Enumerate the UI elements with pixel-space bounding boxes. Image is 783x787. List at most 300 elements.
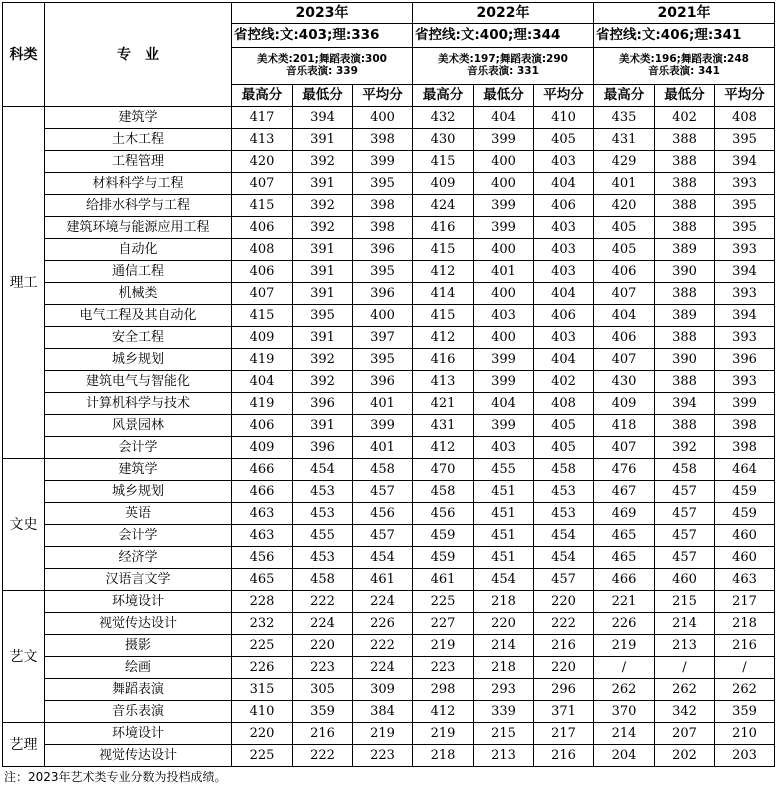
score-cell: 392 [293,217,353,239]
score-cell: 404 [534,283,594,305]
table-row [3,613,775,635]
score-cell: 215 [655,591,715,613]
score-cell: 454 [534,547,594,569]
score-cell: 224 [293,613,353,635]
major-cell: 环境设计 [45,591,232,613]
score-cell: 393 [715,173,775,195]
arts-control-line-2023 [232,48,413,85]
score-cell: 218 [413,745,474,767]
score-cell: 403 [534,261,594,283]
table-row [3,305,775,327]
score-cell: 389 [655,239,715,261]
major-cell: 计算机科学与技术 [45,393,232,415]
score-cell: 219 [413,723,474,745]
score-cell: 420 [594,195,655,217]
score-cell: 457 [534,569,594,591]
score-cell: 215 [474,723,534,745]
control-line-2021: 省控线:文:406;理:341 [594,24,775,48]
score-cell: 228 [232,591,293,613]
score-cell: 225 [232,745,293,767]
score-cell: 453 [534,481,594,503]
score-cell: 214 [655,613,715,635]
score-subheader: 平均分 [534,85,594,107]
year-header-2021: 2021年 [594,3,775,24]
score-cell: 388 [655,129,715,151]
score-cell: 210 [715,723,775,745]
score-cell: 216 [534,745,594,767]
score-cell: 453 [293,503,353,525]
table-row [3,129,775,151]
score-cell: 396 [353,283,413,305]
score-cell: 384 [353,701,413,723]
score-cell: 216 [534,635,594,657]
table-row [3,371,775,393]
arts-line-1: 美术类:201;舞蹈表演:300 [257,53,387,66]
score-cell: 400 [353,107,413,129]
major-cell: 建筑学 [45,107,232,129]
score-cell: 460 [715,547,775,569]
score-cell: 391 [293,129,353,151]
score-cell: 392 [293,151,353,173]
score-cell: 214 [594,723,655,745]
score-cell: 219 [353,723,413,745]
score-cell: 394 [715,151,775,173]
score-cell: 407 [594,437,655,459]
table-row [3,217,775,239]
score-cell: 405 [594,217,655,239]
score-cell: 398 [353,129,413,151]
score-cell: 464 [715,459,775,481]
score-cell: 409 [232,437,293,459]
score-cell: 402 [655,107,715,129]
score-cell: 217 [534,723,594,745]
score-cell: 370 [594,701,655,723]
score-cell: 458 [413,481,474,503]
score-cell: 415 [232,305,293,327]
year-header-2022: 2022年 [413,3,594,24]
score-cell: 409 [594,393,655,415]
major-cell: 通信工程 [45,261,232,283]
score-cell: 416 [413,349,474,371]
score-cell: 412 [413,701,474,723]
score-cell: 219 [413,635,474,657]
score-cell: 459 [715,481,775,503]
major-cell: 建筑电气与智能化 [45,371,232,393]
score-cell: 457 [655,525,715,547]
category-cell: 艺文 [3,591,45,723]
score-cell: 219 [594,635,655,657]
table-row [3,657,775,679]
score-cell: 457 [353,525,413,547]
score-cell: 435 [594,107,655,129]
score-cell: 399 [474,415,534,437]
score-cell: 359 [715,701,775,723]
score-cell: 204 [594,745,655,767]
category-header: 科类 [3,3,45,107]
table-row [3,481,775,503]
table-row [3,349,775,371]
score-cell: 466 [232,459,293,481]
arts-line-2: 音乐表演: 341 [648,65,720,77]
score-cell: 222 [353,635,413,657]
score-cell: 396 [293,393,353,415]
score-cell: 419 [232,393,293,415]
major-cell: 风景园林 [45,415,232,437]
score-cell: 457 [655,503,715,525]
score-cell: 225 [413,591,474,613]
score-cell: 459 [413,547,474,569]
score-cell: 453 [534,503,594,525]
major-cell: 工程管理 [45,151,232,173]
score-cell: 396 [293,437,353,459]
score-cell: 415 [413,239,474,261]
score-cell: 432 [413,107,474,129]
score-cell: 465 [594,547,655,569]
score-cell: 395 [715,195,775,217]
score-cell: 220 [232,723,293,745]
score-cell: 466 [232,481,293,503]
score-cell: 408 [232,239,293,261]
score-cell: 406 [534,305,594,327]
score-cell: 453 [293,547,353,569]
score-cell: 342 [655,701,715,723]
score-cell: 399 [474,195,534,217]
score-cell: 398 [353,217,413,239]
score-cell: 394 [715,261,775,283]
score-cell: 399 [474,349,534,371]
score-cell: 409 [413,173,474,195]
score-cell: 399 [715,393,775,415]
score-cell: 458 [534,459,594,481]
major-header: 专 业 [45,3,232,107]
arts-line-1: 美术类:197;舞蹈表演:290 [438,53,568,66]
score-cell: 406 [594,261,655,283]
major-cell: 土木工程 [45,129,232,151]
score-cell: 391 [293,261,353,283]
score-cell: 222 [534,613,594,635]
score-cell: 404 [232,371,293,393]
score-cell: 400 [474,327,534,349]
score-cell: 400 [474,283,534,305]
score-cell: 454 [534,525,594,547]
score-cell: 400 [474,239,534,261]
score-cell: 403 [534,327,594,349]
major-cell: 材料科学与工程 [45,173,232,195]
table-row [3,173,775,195]
score-cell: 391 [293,173,353,195]
score-cell: 405 [534,415,594,437]
score-cell: 223 [413,657,474,679]
score-cell: 458 [353,459,413,481]
score-cell: 416 [413,217,474,239]
table-row [3,525,775,547]
score-cell: 401 [594,173,655,195]
score-cell: 224 [353,591,413,613]
score-cell: 408 [715,107,775,129]
score-cell: 458 [655,459,715,481]
score-cell: 405 [534,437,594,459]
score-cell: 389 [655,305,715,327]
score-cell: 262 [715,679,775,701]
score-cell: 415 [232,195,293,217]
score-cell: 406 [232,217,293,239]
score-cell: 430 [413,129,474,151]
score-cell: 393 [715,239,775,261]
score-cell: 404 [534,173,594,195]
score-cell: 401 [353,393,413,415]
table-row [3,261,775,283]
major-cell: 英语 [45,503,232,525]
score-cell: 459 [715,503,775,525]
table-row [3,723,775,745]
score-cell: 454 [293,459,353,481]
score-cell: 202 [655,745,715,767]
score-cell: 398 [353,195,413,217]
score-subheader: 最高分 [594,85,655,107]
major-cell: 机械类 [45,283,232,305]
score-cell: 388 [655,151,715,173]
score-cell: 457 [655,547,715,569]
score-cell: 397 [353,327,413,349]
score-cell: 451 [474,503,534,525]
score-cell: 406 [534,195,594,217]
score-cell: 403 [474,437,534,459]
score-cell: 390 [655,349,715,371]
arts-line-2: 音乐表演: 339 [286,65,358,77]
score-subheader: 最高分 [413,85,474,107]
score-cell: 220 [474,613,534,635]
table-row [3,547,775,569]
score-cell: 470 [413,459,474,481]
score-cell: 298 [413,679,474,701]
score-cell: 407 [232,173,293,195]
score-cell: 224 [353,657,413,679]
score-cell: 213 [474,745,534,767]
table-row [3,745,775,767]
score-cell: 217 [715,591,775,613]
score-cell: 421 [413,393,474,415]
score-cell: 391 [293,415,353,437]
table-row [3,679,775,701]
score-subheader: 最高分 [232,85,293,107]
score-cell: 220 [534,591,594,613]
score-cell: 222 [293,591,353,613]
score-cell: 395 [353,173,413,195]
table-row [3,151,775,173]
score-cell: 388 [655,371,715,393]
major-cell: 环境设计 [45,723,232,745]
score-cell: 225 [232,635,293,657]
table-row [3,393,775,415]
score-cell: 469 [594,503,655,525]
score-cell: 408 [534,393,594,415]
score-cell: 220 [534,657,594,679]
score-cell: 465 [232,569,293,591]
score-cell: 463 [232,525,293,547]
score-cell: 399 [474,129,534,151]
major-cell: 视觉传达设计 [45,745,232,767]
category-cell: 理工 [3,107,45,459]
table-row [3,283,775,305]
score-cell: 392 [293,371,353,393]
score-cell: 467 [594,481,655,503]
score-cell: / [655,657,715,679]
score-cell: 223 [353,745,413,767]
score-cell: 431 [594,129,655,151]
score-cell: 465 [594,525,655,547]
score-cell: 396 [353,371,413,393]
category-cell: 文史 [3,459,45,591]
score-cell: 398 [715,437,775,459]
score-cell: 395 [353,349,413,371]
table-row [3,327,775,349]
score-cell: 400 [353,305,413,327]
major-cell: 摄影 [45,635,232,657]
score-cell: 409 [232,327,293,349]
score-subheader: 平均分 [715,85,775,107]
score-cell: 405 [534,129,594,151]
score-cell: 395 [353,261,413,283]
score-cell: 407 [594,283,655,305]
score-cell: 388 [655,415,715,437]
score-cell: 429 [594,151,655,173]
score-cell: 216 [715,635,775,657]
score-cell: 453 [293,481,353,503]
score-cell: 407 [594,349,655,371]
score-cell: 459 [413,525,474,547]
score-cell: 457 [353,481,413,503]
score-cell: 218 [474,657,534,679]
score-cell: 226 [232,657,293,679]
category-cell: 艺理 [3,723,45,767]
score-cell: 222 [293,745,353,767]
major-cell: 视觉传达设计 [45,613,232,635]
score-cell: 405 [594,239,655,261]
score-cell: 391 [293,283,353,305]
score-cell: 399 [353,415,413,437]
score-cell: 396 [353,239,413,261]
control-line-2023: 省控线:文:403;理:336 [232,24,413,48]
score-cell: 456 [353,503,413,525]
score-cell: 262 [655,679,715,701]
major-cell: 给排水科学与工程 [45,195,232,217]
score-cell: 404 [474,107,534,129]
score-cell: 396 [715,349,775,371]
score-cell: 388 [655,195,715,217]
score-cell: 394 [293,107,353,129]
score-cell: 218 [715,613,775,635]
table-row [3,503,775,525]
score-cell: 207 [655,723,715,745]
score-cell: 232 [232,613,293,635]
arts-control-line-2021 [594,48,775,85]
score-cell: 412 [413,261,474,283]
score-cell: 359 [293,701,353,723]
score-cell: 463 [232,503,293,525]
score-cell: 394 [655,393,715,415]
score-cell: 395 [715,129,775,151]
major-cell: 城乡规划 [45,481,232,503]
table-row [3,459,775,481]
score-cell: 403 [534,217,594,239]
score-cell: 458 [293,569,353,591]
score-cell: 404 [534,349,594,371]
footnote: 注：2023年艺术类专业分数为投档成绩。 [4,770,227,784]
score-cell: 457 [655,481,715,503]
score-cell: 395 [293,305,353,327]
score-cell: 466 [594,569,655,591]
score-cell: 418 [594,415,655,437]
major-cell: 安全工程 [45,327,232,349]
table-row [3,195,775,217]
table-row [3,569,775,591]
score-cell: 410 [534,107,594,129]
score-cell: 388 [655,173,715,195]
score-cell: 391 [293,239,353,261]
score-cell: 461 [353,569,413,591]
major-cell: 汉语言文学 [45,569,232,591]
score-cell: 221 [594,591,655,613]
score-cell: 417 [232,107,293,129]
score-cell: 410 [232,701,293,723]
score-cell: 431 [413,415,474,437]
score-cell: 455 [293,525,353,547]
year-header-2023: 2023年 [232,3,413,24]
major-cell: 电气工程及其自动化 [45,305,232,327]
score-cell: 339 [474,701,534,723]
arts-line-2: 音乐表演: 331 [467,65,539,77]
score-cell: 394 [715,305,775,327]
score-cell: 213 [655,635,715,657]
score-cell: 460 [655,569,715,591]
score-cell: 220 [293,635,353,657]
score-cell: 400 [474,173,534,195]
table-row [3,701,775,723]
score-cell: 226 [594,613,655,635]
score-cell: 454 [353,547,413,569]
table-row [3,635,775,657]
score-cell: 415 [413,151,474,173]
score-cell: 223 [293,657,353,679]
score-cell: 395 [715,217,775,239]
score-cell: 406 [232,415,293,437]
score-cell: 456 [413,503,474,525]
score-cell: 413 [413,371,474,393]
major-cell: 绘画 [45,657,232,679]
score-cell: 305 [293,679,353,701]
score-subheader: 最低分 [655,85,715,107]
score-cell: 406 [232,261,293,283]
score-cell: 399 [474,217,534,239]
score-cell: 390 [655,261,715,283]
score-cell: 461 [413,569,474,591]
score-cell: 403 [474,305,534,327]
arts-line-1: 美术类:196;舞蹈表演:248 [619,53,749,66]
score-subheader: 平均分 [353,85,413,107]
score-cell: 388 [655,217,715,239]
score-cell: 460 [715,525,775,547]
score-cell: 401 [353,437,413,459]
score-cell: / [594,657,655,679]
score-cell: 393 [715,327,775,349]
score-cell: 203 [715,745,775,767]
score-cell: 463 [715,569,775,591]
major-cell: 城乡规划 [45,349,232,371]
score-cell: 315 [232,679,293,701]
score-cell: 296 [534,679,594,701]
score-cell: 309 [353,679,413,701]
score-cell: 412 [413,327,474,349]
